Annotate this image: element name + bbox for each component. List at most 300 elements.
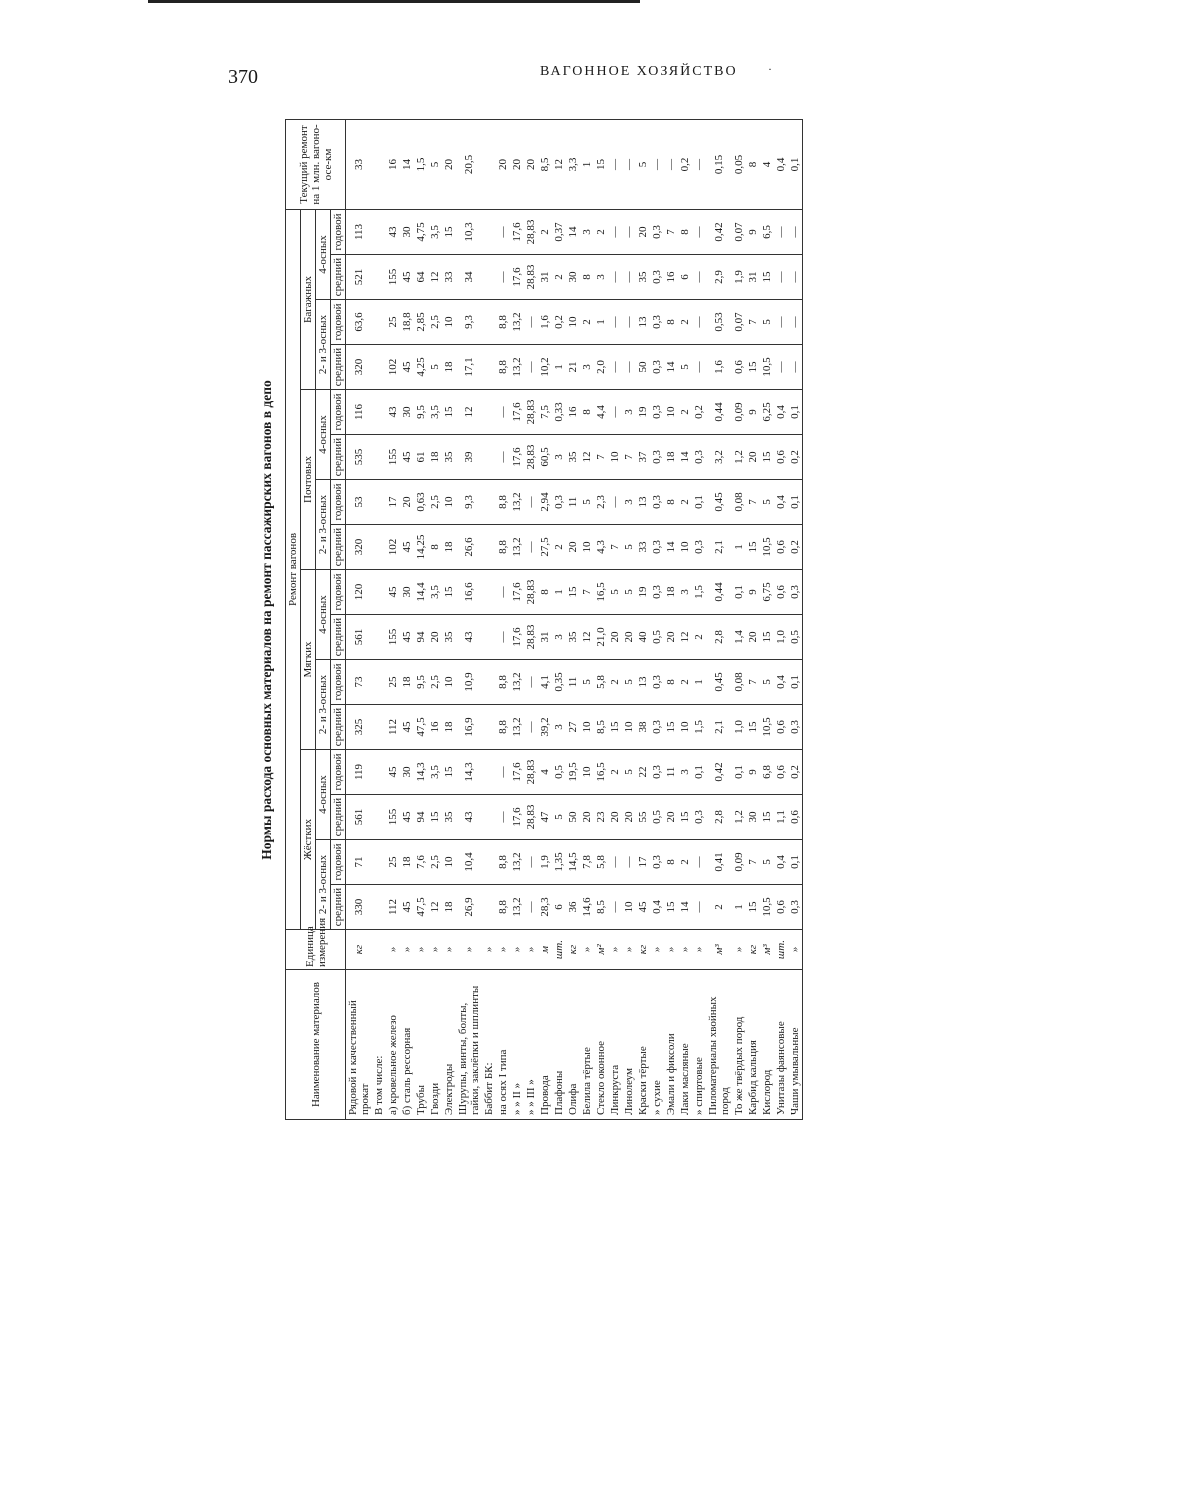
value-cell: 14,5: [566, 840, 580, 885]
value-cell: —: [524, 300, 538, 345]
value-cell: 15: [664, 885, 678, 930]
running-title: ВАГОННОЕ ХОЗЯЙСТВО: [540, 64, 738, 79]
value-cell: —: [788, 300, 803, 345]
value-cell: 10: [622, 705, 636, 750]
value-cell: 30: [400, 750, 414, 795]
value-cell: 15: [746, 705, 760, 750]
value-cell: —: [622, 119, 636, 209]
value-cell: 36: [566, 885, 580, 930]
value-cell: [482, 525, 496, 570]
value-cell: 5: [622, 570, 636, 615]
value-cell: 12: [428, 885, 442, 930]
value-cell: 0,3: [788, 570, 803, 615]
value-cell: 0,6: [774, 570, 788, 615]
value-cell: 5: [760, 480, 774, 525]
value-cell: [372, 255, 386, 300]
value-cell: 5: [636, 119, 650, 209]
value-cell: 12: [580, 615, 594, 660]
axle-header: 4-осных: [316, 209, 331, 299]
value-cell: —: [608, 480, 622, 525]
value-cell: 8: [746, 119, 760, 209]
value-cell: 0,3: [650, 750, 664, 795]
value-cell: 45: [400, 435, 414, 480]
value-cell: 35: [442, 435, 456, 480]
value-cell: 4,1: [538, 660, 552, 705]
value-cell: 1,1: [774, 795, 788, 840]
value-cell: —: [774, 255, 788, 300]
unit-cell: [372, 930, 386, 970]
axle-header: 2- и 3-осных: [316, 840, 331, 930]
value-cell: 12: [678, 615, 692, 660]
value-cell: 0,2: [552, 300, 566, 345]
value-cell: 28,83: [524, 209, 538, 254]
value-cell: 1,9: [538, 840, 552, 885]
value-cell: 1,4: [732, 615, 746, 660]
value-cell: —: [692, 209, 706, 254]
value-cell: —: [496, 750, 510, 795]
value-cell: [372, 209, 386, 254]
value-cell: 0,1: [788, 840, 803, 885]
material-name: Стекло оконное: [594, 970, 608, 1120]
value-cell: 2,5: [428, 300, 442, 345]
value-cell: 25: [386, 300, 400, 345]
value-cell: 4: [760, 119, 774, 209]
value-cell: 5: [580, 660, 594, 705]
value-cell: 14,3: [456, 750, 482, 795]
material-name: Кислород: [760, 970, 774, 1120]
value-cell: 3: [552, 435, 566, 480]
table-row: [594, 119, 608, 1119]
value-cell: 10,5: [760, 705, 774, 750]
value-cell: 0,3: [692, 795, 706, 840]
rotated-table-sheet: [259, 120, 1145, 1120]
value-cell: 0,6: [732, 345, 746, 390]
table-row: [372, 119, 386, 1119]
value-cell: 10: [678, 705, 692, 750]
material-name: Рядовой и качественный прокат: [346, 970, 373, 1120]
value-cell: 25: [386, 840, 400, 885]
material-name: Шурупы, винты, болты, гайки, заклёпки и шплинты: [456, 970, 482, 1120]
value-cell: 15: [760, 795, 774, 840]
value-cell: 1: [580, 119, 594, 209]
material-name: » » III »: [524, 970, 538, 1120]
value-cell: 1,6: [538, 300, 552, 345]
value-cell: 6: [552, 885, 566, 930]
value-cell: 0,09: [732, 390, 746, 435]
value-cell: 12: [428, 255, 442, 300]
table-row: [636, 119, 650, 1119]
value-cell: 6,25: [760, 390, 774, 435]
value-cell: 2: [678, 660, 692, 705]
table-row: [524, 119, 538, 1119]
value-cell: 45: [400, 885, 414, 930]
value-cell: 17,6: [510, 615, 524, 660]
value-cell: 320: [346, 345, 373, 390]
value-cell: 17,6: [510, 390, 524, 435]
material-name: Краски тёртые: [636, 970, 650, 1120]
value-cell: —: [608, 345, 622, 390]
value-cell: 18: [442, 525, 456, 570]
value-cell: 30: [400, 570, 414, 615]
value-cell: 0,3: [650, 255, 664, 300]
material-name: Лаки масляные: [678, 970, 692, 1120]
value-cell: 8: [580, 390, 594, 435]
value-cell: 2,5: [428, 660, 442, 705]
value-cell: 4,3: [594, 525, 608, 570]
kind-header: средний: [331, 435, 346, 480]
value-cell: 8,8: [496, 300, 510, 345]
value-cell: 4,25: [414, 345, 428, 390]
value-cell: 7: [746, 660, 760, 705]
value-cell: 10: [678, 525, 692, 570]
value-cell: 2,9: [706, 255, 732, 300]
value-cell: 71: [346, 840, 373, 885]
value-cell: 0,3: [650, 660, 664, 705]
value-cell: 28,83: [524, 795, 538, 840]
value-cell: 113: [346, 209, 373, 254]
value-cell: 20: [400, 480, 414, 525]
value-cell: 2: [678, 840, 692, 885]
value-cell: [482, 570, 496, 615]
value-cell: [372, 345, 386, 390]
value-cell: 20,5: [456, 119, 482, 209]
value-cell: 1,0: [774, 615, 788, 660]
value-cell: 45: [400, 795, 414, 840]
value-cell: 14: [400, 119, 414, 209]
value-cell: 61: [414, 435, 428, 480]
value-cell: 35: [636, 255, 650, 300]
value-cell: 0,3: [650, 525, 664, 570]
value-cell: 7: [580, 570, 594, 615]
value-cell: 13: [636, 480, 650, 525]
value-cell: 35: [442, 615, 456, 660]
value-cell: 1,5: [692, 705, 706, 750]
value-cell: 0,33: [552, 390, 566, 435]
value-cell: 14: [664, 345, 678, 390]
unit-cell: »: [456, 930, 482, 970]
materials-norms-table: [285, 119, 803, 1120]
axle-header: 2- и 3-осных: [316, 660, 331, 750]
unit-cell: м²: [594, 930, 608, 970]
value-cell: 28,3: [538, 885, 552, 930]
value-cell: 45: [636, 885, 650, 930]
value-cell: 20: [746, 435, 760, 480]
value-cell: 0,07: [732, 300, 746, 345]
unit-cell: м³: [760, 930, 774, 970]
value-cell: 0,09: [732, 840, 746, 885]
table-row: [608, 119, 622, 1119]
value-cell: 47,5: [414, 705, 428, 750]
value-cell: —: [524, 525, 538, 570]
page-number: 370: [228, 66, 258, 88]
kind-header: годовой: [331, 209, 346, 254]
value-cell: —: [650, 119, 664, 209]
value-cell: 39,2: [538, 705, 552, 750]
kind-header: годовой: [331, 300, 346, 345]
value-cell: 14,3: [414, 750, 428, 795]
value-cell: 3,5: [428, 570, 442, 615]
value-cell: 17,6: [510, 209, 524, 254]
axle-header: 2- и 3-осных: [316, 480, 331, 570]
value-cell: 0,3: [692, 525, 706, 570]
table-row: [664, 119, 678, 1119]
table-row: [428, 119, 442, 1119]
value-cell: 15: [442, 570, 456, 615]
unit-cell: »: [414, 930, 428, 970]
value-cell: 28,83: [524, 615, 538, 660]
unit-cell: м: [538, 930, 552, 970]
value-cell: 15: [760, 255, 774, 300]
value-cell: [482, 119, 496, 209]
value-cell: 14,25: [414, 525, 428, 570]
value-cell: 20: [428, 615, 442, 660]
value-cell: —: [524, 480, 538, 525]
value-cell: 63,6: [346, 300, 373, 345]
top-rule: [148, 0, 640, 3]
value-cell: 45: [386, 570, 400, 615]
value-cell: —: [524, 885, 538, 930]
table-row: [760, 119, 774, 1119]
table-row: [456, 119, 482, 1119]
value-cell: 0,2: [788, 525, 803, 570]
value-cell: 102: [386, 345, 400, 390]
value-cell: 15: [608, 705, 622, 750]
table-row: [692, 119, 706, 1119]
material-name: Электроды: [442, 970, 456, 1120]
value-cell: 9: [746, 390, 760, 435]
value-cell: 20: [746, 615, 760, 660]
value-cell: 10: [442, 840, 456, 885]
unit-cell: кг: [346, 930, 373, 970]
value-cell: 7,5: [538, 390, 552, 435]
material-name: Пиломатериалы хвойных пород: [706, 970, 732, 1120]
value-cell: 28,83: [524, 435, 538, 480]
value-cell: 0,4: [774, 840, 788, 885]
value-cell: 5: [622, 750, 636, 795]
material-name: на осях I типа: [496, 970, 510, 1120]
kind-header: средний: [331, 795, 346, 840]
value-cell: 16,6: [456, 570, 482, 615]
value-cell: —: [622, 840, 636, 885]
value-cell: 120: [346, 570, 373, 615]
value-cell: 0,3: [692, 435, 706, 480]
value-cell: 1: [692, 660, 706, 705]
value-cell: 4: [538, 750, 552, 795]
unit-cell: »: [678, 930, 692, 970]
value-cell: 13,2: [510, 300, 524, 345]
value-cell: 30: [566, 255, 580, 300]
value-cell: 320: [346, 525, 373, 570]
kind-header: средний: [331, 345, 346, 390]
value-cell: 12: [456, 390, 482, 435]
value-cell: 13,2: [510, 480, 524, 525]
value-cell: 20: [496, 119, 510, 209]
unit-cell: »: [482, 930, 496, 970]
value-cell: 43: [456, 795, 482, 840]
value-cell: 11: [664, 750, 678, 795]
value-cell: 17,6: [510, 435, 524, 480]
value-cell: —: [608, 209, 622, 254]
value-cell: 2,85: [414, 300, 428, 345]
value-cell: 1,0: [732, 705, 746, 750]
value-cell: 0,1: [732, 570, 746, 615]
value-cell: 1: [732, 525, 746, 570]
value-cell: 8: [678, 209, 692, 254]
table-row: [538, 119, 552, 1119]
value-cell: 0,42: [706, 209, 732, 254]
table-row: [552, 119, 566, 1119]
value-cell: 8,8: [496, 480, 510, 525]
value-cell: 27: [566, 705, 580, 750]
value-cell: [482, 390, 496, 435]
kind-header: годовой: [331, 570, 346, 615]
value-cell: —: [774, 300, 788, 345]
table-row: [400, 119, 414, 1119]
value-cell: 8,5: [538, 119, 552, 209]
value-cell: [372, 840, 386, 885]
value-cell: 40: [636, 615, 650, 660]
value-cell: —: [622, 300, 636, 345]
kind-header: годовой: [331, 750, 346, 795]
value-cell: 0,1: [788, 119, 803, 209]
value-cell: 15: [746, 345, 760, 390]
unit-cell: шт.: [774, 930, 788, 970]
unit-cell: »: [650, 930, 664, 970]
value-cell: —: [622, 345, 636, 390]
value-cell: 14: [678, 885, 692, 930]
value-cell: [482, 795, 496, 840]
unit-cell: »: [732, 930, 746, 970]
table-caption: Нормы расхода основных материалов на ремонт пассажирских вагонов в депо: [259, 380, 274, 860]
value-cell: 34: [456, 255, 482, 300]
value-cell: 4,4: [594, 390, 608, 435]
value-cell: 5: [760, 300, 774, 345]
value-cell: 10: [566, 300, 580, 345]
value-cell: 9: [746, 570, 760, 615]
unit-cell: »: [442, 930, 456, 970]
value-cell: 73: [346, 660, 373, 705]
value-cell: 3: [580, 209, 594, 254]
material-name: а) кровельное железо: [386, 970, 400, 1120]
value-cell: 45: [400, 615, 414, 660]
header-mark: ·: [768, 62, 772, 76]
value-cell: 38: [636, 705, 650, 750]
value-cell: 0,4: [650, 885, 664, 930]
value-cell: 8,8: [496, 840, 510, 885]
value-cell: 20: [524, 119, 538, 209]
value-cell: 10: [580, 705, 594, 750]
value-cell: 8,5: [594, 885, 608, 930]
value-cell: [372, 525, 386, 570]
value-cell: 14,4: [414, 570, 428, 615]
value-cell: [372, 119, 386, 209]
value-cell: —: [608, 885, 622, 930]
value-cell: 20: [442, 119, 456, 209]
value-cell: [372, 390, 386, 435]
value-cell: 0,3: [650, 705, 664, 750]
value-cell: 2: [678, 390, 692, 435]
value-cell: 16: [428, 705, 442, 750]
value-cell: 10,4: [456, 840, 482, 885]
value-cell: 37: [636, 435, 650, 480]
value-cell: 0,45: [706, 480, 732, 525]
value-cell: 1,5: [692, 570, 706, 615]
value-cell: 2,5: [428, 480, 442, 525]
value-cell: 0,15: [706, 119, 732, 209]
value-cell: —: [524, 345, 538, 390]
value-cell: 0,3: [788, 705, 803, 750]
value-cell: 0,6: [774, 750, 788, 795]
value-cell: 43: [386, 390, 400, 435]
value-cell: 28,83: [524, 750, 538, 795]
material-name: Унитазы фаянсовые: [774, 970, 788, 1120]
value-cell: —: [788, 345, 803, 390]
value-cell: 0,44: [706, 390, 732, 435]
value-cell: —: [788, 255, 803, 300]
value-cell: 20: [566, 525, 580, 570]
unit-cell: »: [580, 930, 594, 970]
unit-cell: »: [664, 930, 678, 970]
value-cell: 0,3: [650, 840, 664, 885]
value-cell: 12: [552, 119, 566, 209]
value-cell: —: [608, 840, 622, 885]
value-cell: 9,5: [414, 390, 428, 435]
value-cell: 0,2: [678, 119, 692, 209]
value-cell: 15: [442, 209, 456, 254]
value-cell: 0,6: [774, 885, 788, 930]
value-cell: —: [496, 615, 510, 660]
value-cell: 8,8: [496, 525, 510, 570]
value-cell: 20: [622, 795, 636, 840]
value-cell: 16: [386, 119, 400, 209]
value-cell: 43: [386, 209, 400, 254]
value-cell: 2: [580, 300, 594, 345]
table-row: [774, 119, 788, 1119]
value-cell: 30: [400, 390, 414, 435]
table-row: [746, 119, 760, 1119]
value-cell: 2: [608, 750, 622, 795]
value-cell: 3: [678, 750, 692, 795]
value-cell: 0,44: [706, 570, 732, 615]
value-cell: 18,8: [400, 300, 414, 345]
value-cell: 2,8: [706, 615, 732, 660]
type-header: Почтовых: [301, 390, 316, 570]
value-cell: 4,75: [414, 209, 428, 254]
value-cell: 0,1: [692, 480, 706, 525]
value-cell: 1: [594, 300, 608, 345]
value-cell: 0,3: [650, 435, 664, 480]
kind-header: средний: [331, 615, 346, 660]
value-cell: 16,5: [594, 750, 608, 795]
material-name: Эмали и фиксоли: [664, 970, 678, 1120]
value-cell: 17,6: [510, 750, 524, 795]
value-cell: 8: [664, 480, 678, 525]
value-cell: —: [774, 345, 788, 390]
value-cell: 18: [442, 885, 456, 930]
value-cell: —: [608, 390, 622, 435]
value-cell: 94: [414, 795, 428, 840]
material-name: Гвозди: [428, 970, 442, 1120]
material-name: Провода: [538, 970, 552, 1120]
value-cell: 0,4: [774, 660, 788, 705]
value-cell: [372, 435, 386, 480]
value-cell: 16,9: [456, 705, 482, 750]
value-cell: 6,8: [760, 750, 774, 795]
value-cell: 561: [346, 615, 373, 660]
material-name: б) сталь рессорная: [400, 970, 414, 1120]
value-cell: 15: [442, 390, 456, 435]
value-cell: 0,6: [774, 705, 788, 750]
